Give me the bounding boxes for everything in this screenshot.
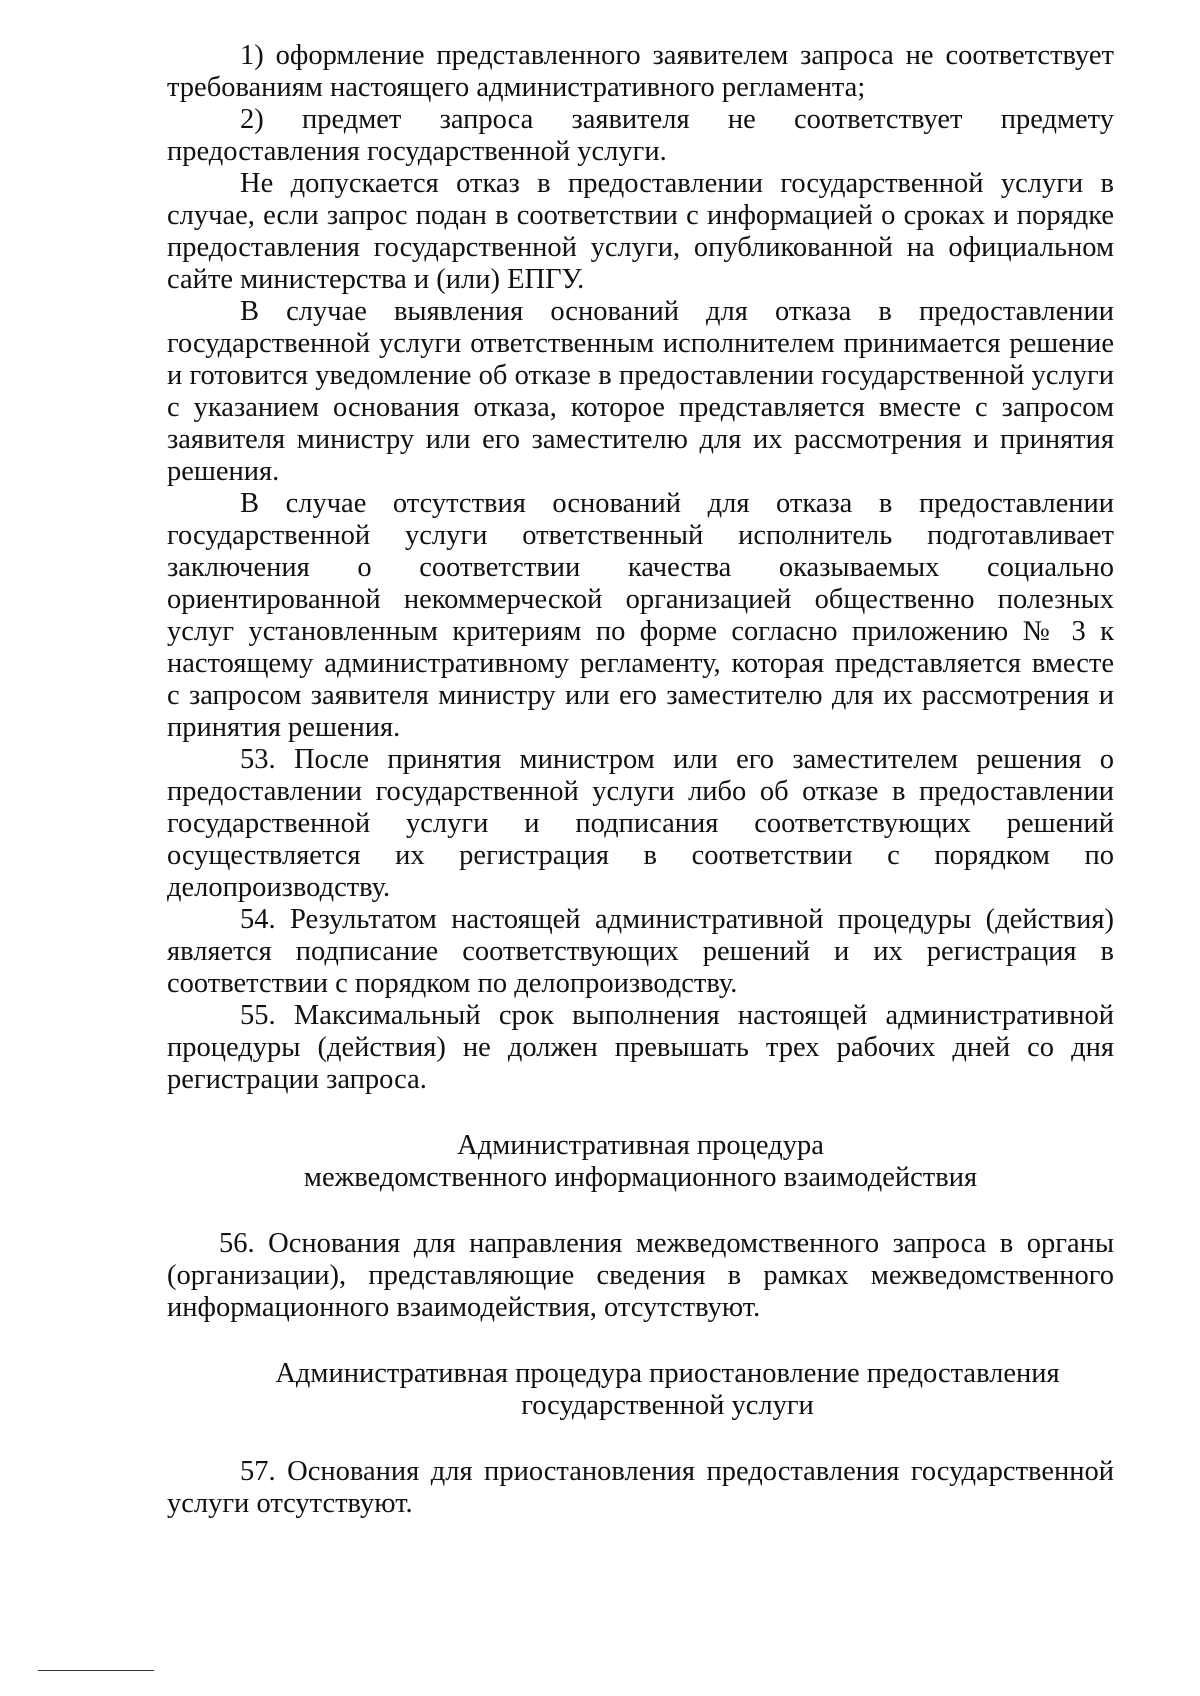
section-heading-suspension-line-1: Административная процедура приостановление предоставления [275, 1358, 1060, 1389]
paragraph-refusal-grounds: В случае выявления оснований для отказа в предоставлении государственной услуги ответственным исполнителем принимается решение и готовится уведомление об отказе в предоставлении государственной услуги с указанием основания отказа, которое представляется вместе с запросом заявителя министру или его заместителю для их рассмотрения и принятия решения. [167, 296, 1114, 487]
paragraph-54: 54. Результатом настоящей административной процедуры (действия) является подписание соответствующих решений и их регистрация в соответствии с порядком по делопроизводству. [167, 904, 1114, 999]
paragraph-no-refusal: Не допускается отказ в предоставлении государственной услуги в случае, если запрос подан в соответствии с информацией о сроках и порядке предоставления государственной услуги, опубликованной на официальном сайте министерства и (или) ЕПГУ. [167, 168, 1114, 295]
section-heading-suspension [167, 1358, 1114, 1422]
section-heading-interagency-line-2: межведомственного информационного взаимодействия [303, 1162, 978, 1193]
paragraph-56: 56. Основания для направления межведомственного запроса в органы (организации), представляющие сведения в рамках межведомственного информационного взаимодействия, отсутствуют. [167, 1228, 1114, 1323]
section-heading-suspension-line-2: государственной услуги [521, 1390, 814, 1421]
paragraph-no-refusal-grounds: В случае отсутствия оснований для отказа в предоставлении государственной услуги ответственный исполнитель подготавливает заключения о соответствии качества оказываемых социально ориентированной некоммерческой организацией общественно полезных услуг установленным критериям по форме согласно приложению № 3 к настоящему административному регламенту, которая представляется вместе с запросом заявителя министру или его заместителю для их рассмотрения и принятия решения. [167, 488, 1114, 743]
paragraph-55: 55. Максимальный срок выполнения настоящей административной процедуры (действия) не должен превышать трех рабочих дней со дня регистрации запроса. [167, 1000, 1114, 1095]
paragraph-53: 53. После принятия министром или его заместителем решения о предоставлении государственной услуги либо об отказе в предоставлении государственной услуги и подписания соответствующих решений осуществляется их регистрация в соответствии с порядком по делопроизводству. [167, 744, 1114, 903]
section-heading-interagency-line-1: Административная процедура [457, 1130, 824, 1161]
footer-rule [38, 1670, 154, 1671]
section-heading-interagency [167, 1130, 1114, 1194]
document-body [167, 40, 1114, 1520]
paragraph-item-1: 1) оформление представленного заявителем запроса не соответствует требованиям настоящего административного регламента; [167, 40, 1114, 103]
paragraph-item-2: 2) предмет запроса заявителя не соответствует предмету предоставления государственной услуги. [167, 104, 1114, 167]
paragraph-57: 57. Основания для приостановления предоставления государственной услуги отсутствуют. [167, 1456, 1114, 1519]
